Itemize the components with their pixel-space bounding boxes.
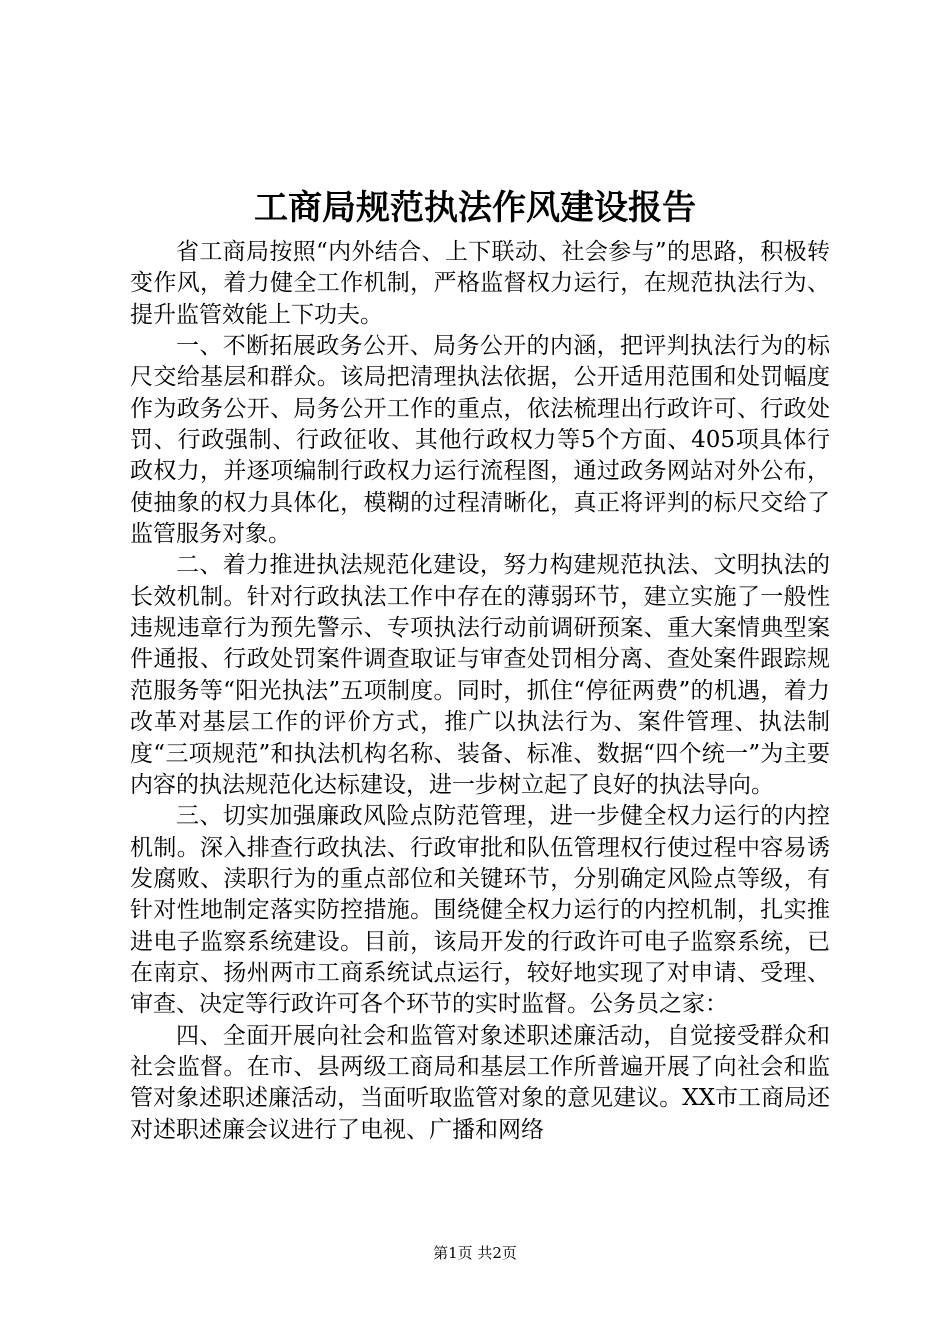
paragraph-section-4: 四、全面开展向社会和监管对象述职述廉活动，自觉接受群众和社会监督。在市、县两级工商局和基层工作所普遍开展了向社会和监管对象述职述廉活动，当面听取监管对象的意见建议。XX市工商局还对述职述廉会议进行了电视、广播和网络 bbox=[130, 1022, 830, 1143]
paragraph-section-3: 三、切实加强廉政风险点防范管理，进一步健全权力运行的内控机制。深入排查行政执法、行政审批和队伍管理权行使过程中容易诱发腐败、渎职行为的重点部位和关键环节，分别确定风险点等级，有针对性地制定落实防控措施。围绕健全权力运行的内控机制，扎实推进电子监察系统建设。目前，该局开发的行政许可电子监察系统，已在南京、扬州两市工商系统试点运行，较好地实现了对申请、受理、审查、决定等行政许可各个环节的实时监督。公务员之家： bbox=[130, 803, 830, 1018]
paragraph-section-2: 二、着力推进执法规范化建设，努力构建规范执法、文明执法的长效机制。针对行政执法工作中存在的薄弱环节，建立实施了一般性违规违章行为预先警示、专项执法行动前调研预案、重大案情典型案件通报、行政处罚案件调查取证与审查处罚相分离、查处案件跟踪规范服务等“阳光执法”五项制度。同时，抓住“停征两费”的机遇，着力改革对基层工作的评价方式，推广以执法行为、案件管理、执法制度“三项规范”和执法机构名称、装备、标准、数据“四个统一”为主要内容的执法规范化达标建设，进一步树立起了良好的执法导向。 bbox=[130, 552, 830, 798]
document-title: 工商局规范执法作风建设报告 bbox=[254, 188, 696, 228]
paragraph-intro: 省工商局按照“内外结合、上下联动、社会参与”的思路，积极转变作风，着力健全工作机制，严格监督权力运行，在规范执法行为、提升监管效能上下功夫。 bbox=[130, 239, 830, 328]
document-body bbox=[130, 237, 830, 1146]
paragraph-section-1: 一、不断拓展政务公开、局务公开的内涵，把评判执法行为的标尺交给基层和群众。该局把清理执法依据，公开适用范围和处罚幅度作为政务公开、局务公开工作的重点，依法梳理出行政许可、行政处罚、行政强制、行政征收、其他行政权力等5个方面、405项具体行政权力，并逐项编制行政权力运行流程图，通过政务网站对外公布，使抽象的权力具体化，模糊的过程清晰化，真正将评判的标尺交给了监管服务对象。 bbox=[130, 333, 830, 548]
page-number-footer: 第1页 共2页 bbox=[433, 1244, 517, 1262]
